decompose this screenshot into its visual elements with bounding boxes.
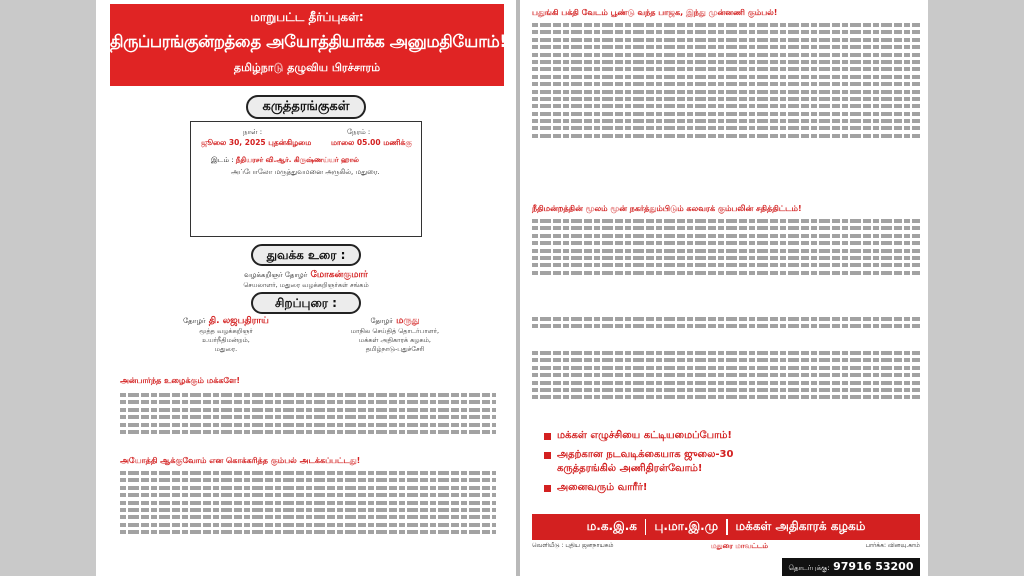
special-label: சிறப்புரை :: [251, 292, 361, 314]
title-banner: [110, 4, 507, 86]
banner-subtitle: மாறுபட்ட தீர்ப்புகள்:: [250, 10, 364, 24]
time-label: நேரம் :: [347, 128, 371, 136]
greeting-heading: அன்பார்ந்த உழைக்கும் மக்களே!: [120, 376, 240, 385]
speaker-role: உயர்நீதிமன்றம்,: [202, 336, 250, 344]
date-value: ஜூலை 30, 2025 புதன்கிழமை: [201, 138, 312, 147]
speaker-marudhu: தோழர் மருது மாநில செய்தித் தொடர்பாளர், மக்கள் அதிகாரக் கழகம், தமிழ்நாடு-புதுச்சேரி: [320, 316, 470, 354]
speaker-role: மதுரை.: [214, 345, 238, 353]
body-text-block: [120, 468, 496, 568]
banner-title: திருப்பரங்குன்றத்தை அயோத்தியாக்க அனுமதியோம்!: [110, 32, 507, 51]
body-text-block: [532, 216, 920, 306]
opening-label: துவக்க உரை :: [251, 244, 361, 266]
org-divider: [726, 519, 728, 535]
speaker-role: மூத்த வழக்கறிஞர்: [199, 327, 253, 335]
banner-campaign: தமிழ்நாடு தழுவிய பிரச்சாரம்: [233, 61, 381, 74]
speaker-role: மக்கள் அதிகாரக் கழகம்,: [358, 336, 431, 344]
opening-speaker-role: செயலாளர், மதுரை வழக்கறிஞர்கள் சங்கம்: [243, 281, 369, 289]
time-value: மாலை 05.00 மணிக்கு: [331, 138, 412, 147]
bullet-square-icon: [544, 485, 551, 492]
bullet-square-icon: [544, 433, 551, 440]
speaker-role: மாநில செய்தித் தொடர்பாளர்,: [350, 327, 440, 335]
section-heading: நீதிமன்றத்தின் மூலம் மூன் நகர்த்தும்பிடும் கலவரக் கும்பலின் சதித்திட்டம்!: [532, 204, 802, 213]
event-info-box: [190, 121, 422, 237]
venue-note: அப்போலோ மருத்துவமனை அருகில், மதுரை.: [231, 168, 380, 176]
org-name: ம.க.இ.க: [586, 519, 637, 533]
body-text-block: [532, 348, 920, 424]
slogan-item: மக்கள் எழுச்சியை கட்டியமைப்போம்!: [544, 429, 844, 443]
venue-line: [211, 156, 359, 165]
body-text-block: [120, 390, 496, 450]
organizations-bar: [532, 514, 920, 540]
venue-value: நீதியரசர் வி.ஆர். கிருஷ்ணய்யர் ஹால்: [235, 156, 359, 164]
opening-speaker-name: வழக்கறிஞர் தோழர் மோகன்குமார்: [244, 270, 368, 280]
body-text-block: [532, 314, 920, 342]
slogan-item: அனைவரும் வாரீர்!: [544, 481, 844, 495]
org-name: மக்கள் அதிகாரக் கழகம்: [735, 519, 866, 533]
speaker-name: மருது: [396, 316, 420, 326]
footer-line: [532, 542, 920, 554]
org-name: பு.மா.இ.மு: [654, 519, 719, 533]
speaker-role: தமிழ்நாடு-புதுச்சேரி: [365, 345, 425, 353]
right-page: [520, 0, 928, 576]
speaker-lajapathirai: தோழர் தி. லஜபதிராய் மூத்த வழக்கறிஞர் உயர்நீதிமன்றம், மதுரை.: [156, 316, 296, 354]
opening-speaker: [206, 270, 406, 290]
website-text: பார்க்க: வினவு.காம்: [865, 542, 920, 549]
section-heading: பதுங்கி பக்தி வேடம் பூண்டு வந்த பாஜக, இந்து முன்னணி கும்பல்!: [532, 8, 778, 17]
org-divider: [645, 519, 647, 535]
bullet-square-icon: [544, 452, 551, 459]
speaker-name: தி. லஜபதிராய்: [208, 316, 269, 326]
contact-phone: 97916 53200: [833, 560, 914, 573]
district-text: மதுரை மாவட்டம்: [710, 542, 769, 550]
publisher-text: வெளியீடு : புதிய ஜனநாயகம்: [532, 542, 614, 549]
seminar-label: கருத்தரங்குகள்: [246, 95, 366, 119]
slogan-list: [544, 429, 844, 500]
slogan-item: அதற்கான நடவடிக்கையாக ஜுலை-30 கருத்தரங்கில் அணிதிரள்வோம்!: [544, 448, 844, 476]
body-text-block: [532, 20, 920, 188]
date-label: நாள் :: [243, 128, 263, 136]
venue-label: இடம் :: [211, 156, 234, 164]
section-heading: அயோத்தி ஆக்குவோம் என கொக்கரித்த கும்பல் அடக்கப்பட்டது!: [120, 456, 361, 465]
left-page: [96, 0, 516, 576]
contact-box: [782, 558, 920, 576]
contact-label: தொடர்புக்கு:: [788, 564, 830, 572]
